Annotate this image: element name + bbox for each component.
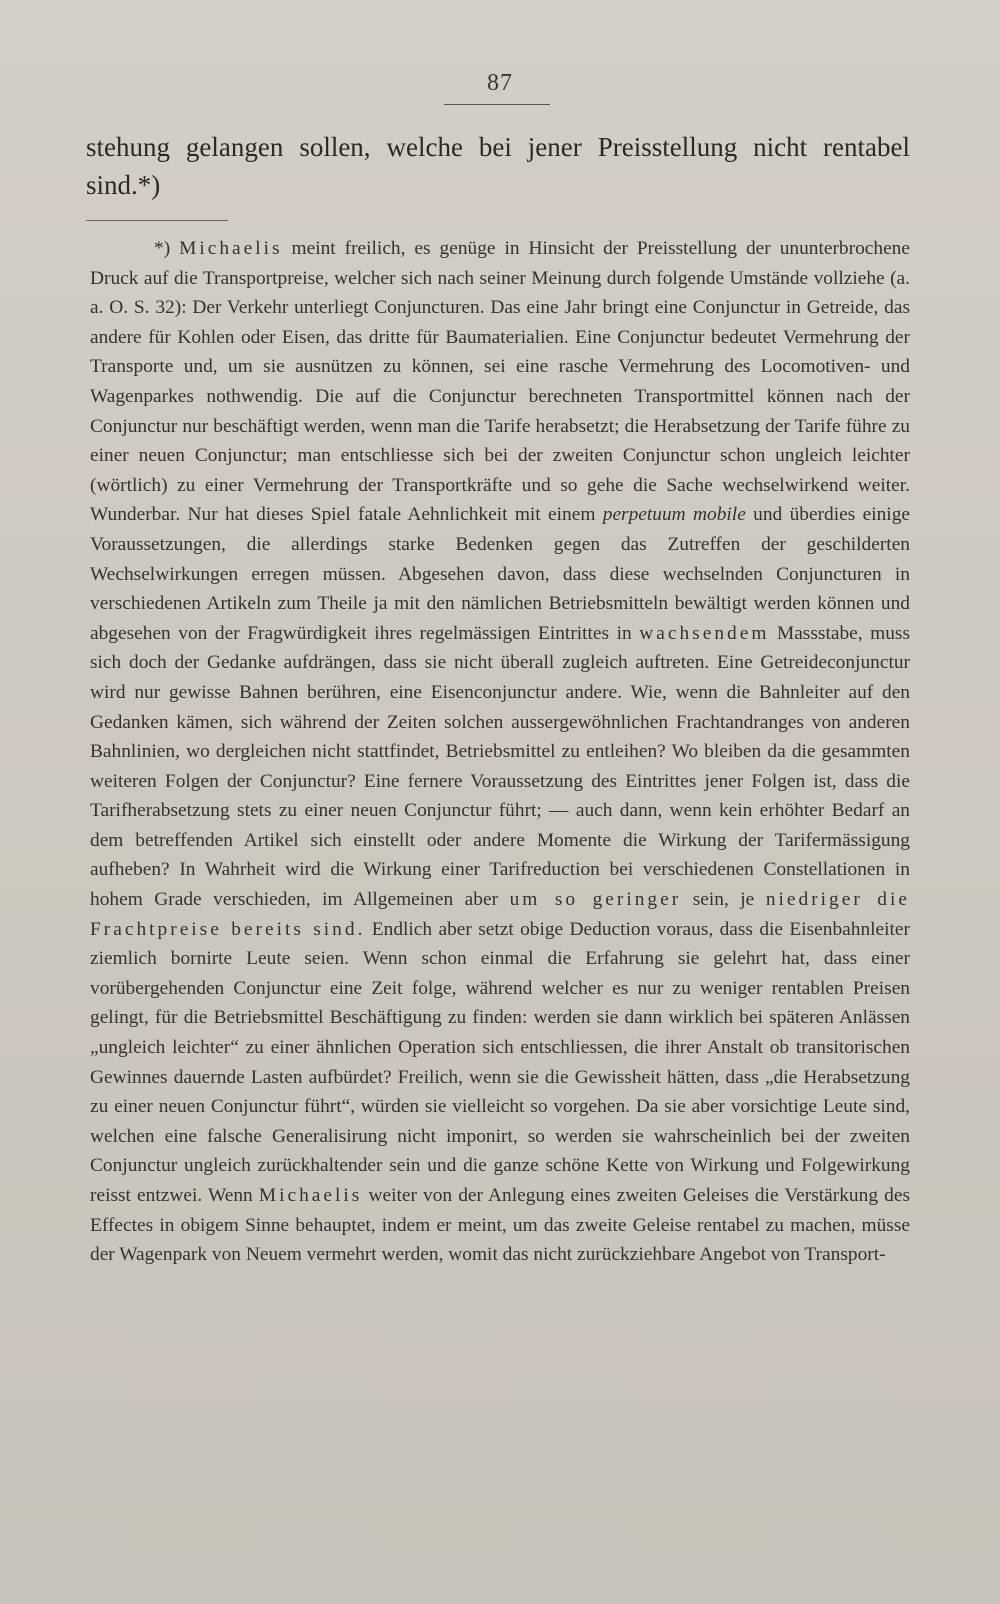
footnote-text: Endlich aber setzt obige Deduction voraus, dass die Eisenbahnleiter ziemlich bornirte Leute seien. Wenn schon einmal die Erfahrung sie gelehrt hat, dass einer vorübergehenden Conjunctur eine Zeit folge, während welcher es nur zu weniger rentablen Preisen gelingt, für die Betriebsmittel Beschäftigung zu finden: werden sie dann wirklich bei späteren Anlässen „ungleich leichter“ zu einer ähnlichen Operation sich entschliessen, die ihrer Anstalt ob transitorischen Gewinnes dauernde Lasten aufbürdet? Freilich, wenn sie die Gewissheit hätten, dass „die Herabsetzung zu einer neuen Conjunctur führt“, würden sie vielleicht so vorgehen. Da sie aber vorsichtige Leute sind, welchen eine falsche Generalisirung nicht imponirt, so werden sie wahrscheinlich bei der zweiten Conjunctur ungleich zurückhaltender sein und die ganze schöne Kette von Wirkung und Folgewirkung reisst entzwei. Wenn [90,918,910,1206]
footnote-text: Massstabe, muss sich doch der Gedanke aufdrängen, dass sie nicht überall zugleich auftreten. Eine Getreideconjunctur wird nur gewisse Bahnen berühren, eine Eisenconjunctur andere. Wie, wenn die Bahnleiter auf den Gedanken kämen, sich während der Zeiten solchen aussergewöhnlichen Frachtandranges von anderen Bahnlinien, wo dergleichen nicht stattfindet, Betriebsmittel zu entleihen? Wo bleiben da die gesammten weiteren Folgen der Conjunctur? Eine fernere Voraussetzung des Eintrittes jener Folgen ist, dass die Tarifherabsetzung stets zu einer neuen Conjunctur führt; — auch dann, wenn kein erhöhter Bedarf an dem betreffenden Artikel sich einstellt oder andere Momente die Wirkung der Tarifermässigung aufheben? In Wahrheit wird die Wirkung einer Tarifreduction bei verschiedenen Constellationen in hohem Grade verschieden, im Allgemeinen aber [90,622,911,911]
main-paragraph: stehung gelangen sollen, welche bei jener Preisstellung nicht rentabel sind.*) [86,132,910,200]
page-number: 87 [487,70,513,96]
footnote-paragraph [90,234,910,1270]
emphasis-text: niedriger die Frachtpreise bereits sind. [90,889,910,940]
emphasis-text: um so geringer [509,889,682,911]
footnote-text: und überdies einige Voraussetzungen, die allerdings starke Bedenken gegen das Zutreffen der geschilderten Wechselwirkungen erregen müssen. Abgesehen davon, dass diese wechselnden Conjuncturen in verschiedenen Artikeln zum Theile ja mit den nämlichen Betriebsmitteln bewältigt werden können und abgesehen von der Fragwürdigkeit ihres regelmässigen Eintrittes in [90,504,910,644]
footnote [90,234,910,1270]
footnote-marker: *) [154,238,180,259]
latin-term: perpetuum mobile [602,504,746,526]
footnote-text: weiter von der Anlegung eines zweiten Geleises die Verstärkung des Effectes in obigem Sinne behauptet, indem er meint, um das zweite Geleise rentabel zu machen, müsse der Wagenpark von Neuem vermehrt werden, womit das nicht zurückziehbare Angebot von Transport- [90,1185,910,1266]
page-number-rule [444,104,550,105]
author-name: Michaelis [179,238,283,259]
main-text [86,128,910,204]
footnote-text: meint freilich, es genüge in Hinsicht der Preisstellung der ununterbrochene Druck auf die Transportpreise, welcher sich nach seiner Meinung durch folgende Umstände vollziehe (a. a. O. S. 32): Der Verkehr unterliegt Conjuncturen. Das eine Jahr bringt eine Conjunctur in Getreide, das andere für Kohlen oder Eisen, das dritte für Baumaterialien. Eine Conjunctur bedeutet Vermehrung der Transporte und, um sie ausnützen zu können, sei eine rasche Vermehrung des Locomotiven- und Wagenparkes nothwendig. Die auf die Conjunctur berechneten Transportmittel können nach der Conjunctur nur beschäftigt werden, wenn man die Tarife herabsetzt; die Herabsetzung der Tarife führe zu einer neuen Conjunctur; man entschliesse sich bei der zweiten Conjunctur schon ungleich leichter (wörtlich) zu einer Vermehrung der Transportkräfte und so gehe die Sache wechselwirkend weiter. Wunderbar. Nur hat dieses Spiel fatale Aehnlichkeit mit einem [90,238,910,526]
footnote-text: sein, je [681,889,766,911]
emphasis-text: wachsendem [639,622,770,644]
footnote-separator [86,220,228,221]
author-name: Michaelis [258,1185,363,1206]
